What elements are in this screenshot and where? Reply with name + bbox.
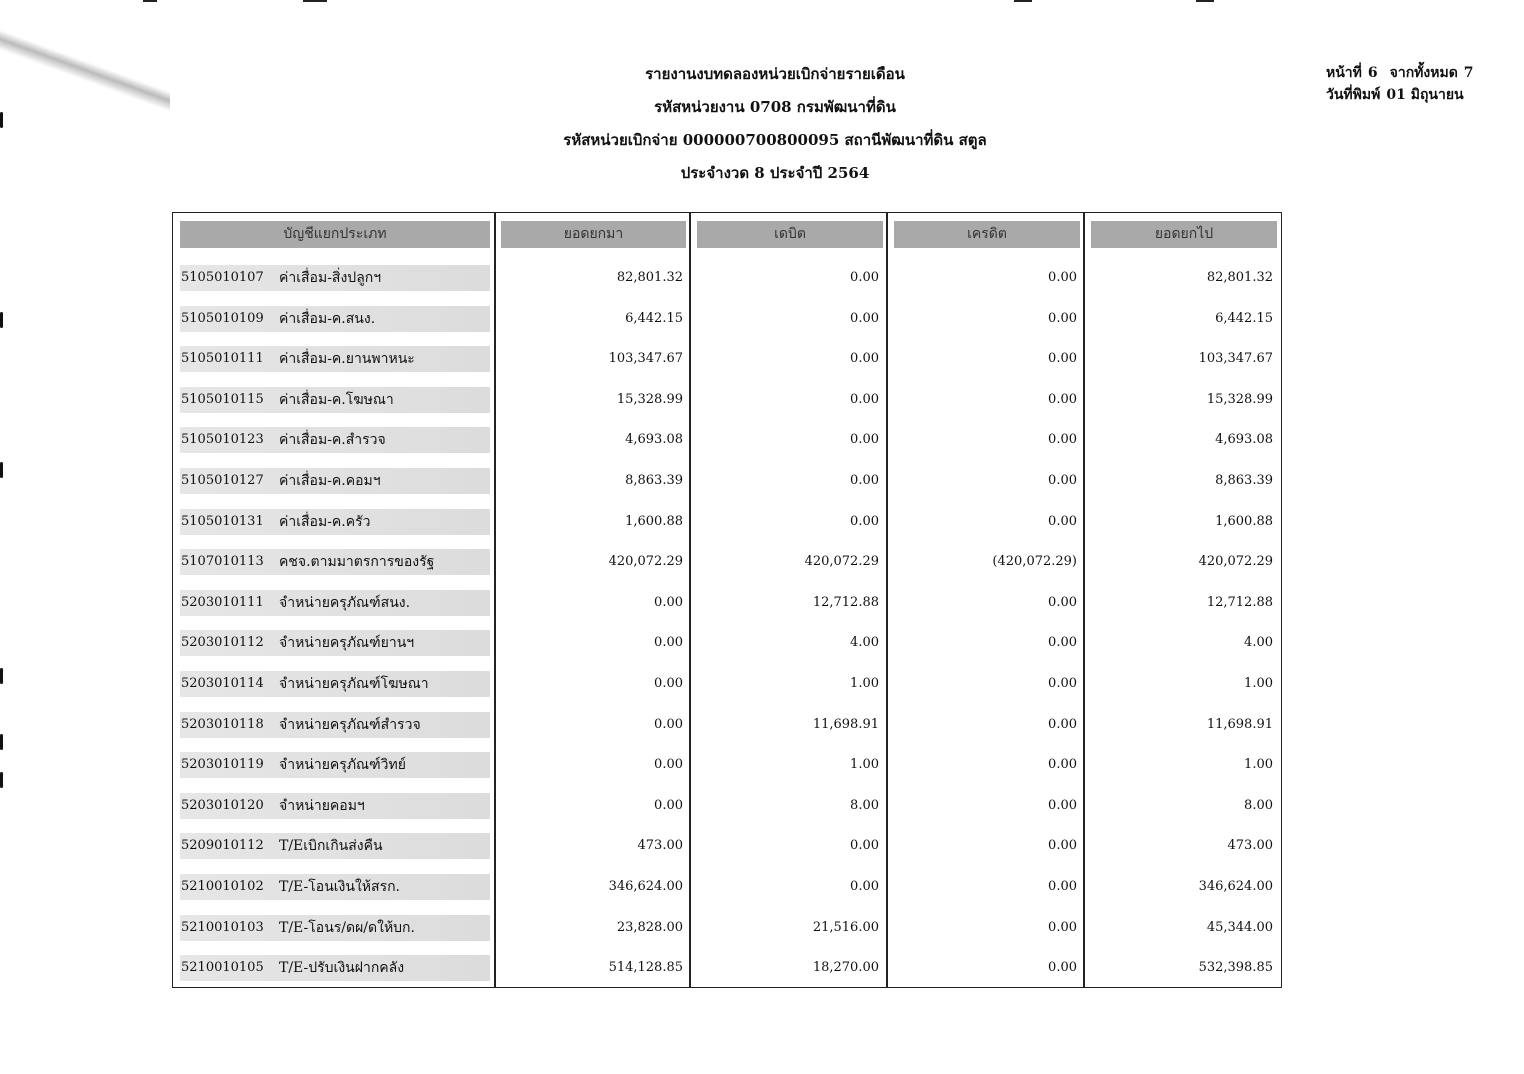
credit-value: 0.00 (1048, 310, 1077, 326)
table-row (173, 468, 1281, 494)
brought-forward-value: 8,863.39 (625, 473, 683, 488)
page-number: 6 (1367, 65, 1378, 81)
carried-forward-value: 11,698.91 (1206, 716, 1273, 732)
account-code: 5203010111 (181, 594, 264, 610)
debit-value: 0.00 (850, 432, 879, 448)
table-row (173, 630, 1281, 656)
brought-forward-value: 23,828.00 (616, 919, 683, 935)
account-code: 5203010118 (181, 716, 264, 732)
scan-mark (1196, 0, 1214, 2)
account-code: 5107010113 (181, 554, 264, 570)
account-name: ค่าเสื่อม-ค.สำรวจ (279, 432, 386, 449)
debit-value: 18,270.00 (812, 960, 879, 976)
credit-value: 0.00 (1048, 473, 1077, 488)
table-row (173, 265, 1281, 291)
account-name: ค่าเสื่อม-ค.ครัว (279, 513, 371, 530)
account-code: 5210010103 (181, 919, 264, 935)
debit-value: 0.00 (850, 838, 879, 854)
credit-value: 0.00 (1048, 919, 1077, 935)
account-code: 5209010112 (181, 838, 264, 854)
account-name: จำหน่ายคอมฯ (279, 797, 365, 814)
account-name: จำหน่ายครุภัณฑ์สนง. (279, 594, 411, 611)
brought-forward-value: 473.00 (637, 838, 683, 854)
debit-value: 0.00 (850, 351, 879, 367)
table-row (173, 387, 1281, 413)
account-name: T/E-โอนร/ดผ/ดให้บก. (279, 919, 415, 936)
carried-forward-value: 8.00 (1244, 797, 1273, 813)
page-counter (1326, 62, 1474, 84)
carried-forward-value: 1.00 (1244, 757, 1273, 773)
brought-forward-value: 6,442.15 (625, 310, 683, 326)
punch-hole-mark (0, 668, 3, 684)
table-row (173, 590, 1281, 616)
disbursing-unit-line: รหัสหน่วยเบิกจ่าย 000000700800095 สถานีพัฒนาที่ดิน สตูล (563, 131, 987, 149)
punch-hole-mark (0, 462, 3, 478)
debit-value: 0.00 (850, 391, 879, 407)
debit-value: 0.00 (850, 310, 879, 326)
credit-value: 0.00 (1048, 635, 1077, 651)
table-row (173, 874, 1281, 900)
account-code: 5203010114 (181, 676, 264, 691)
page-info (1326, 62, 1474, 106)
carried-forward-value: 473.00 (1227, 838, 1273, 854)
credit-value: 0.00 (1048, 432, 1077, 448)
brought-forward-value: 82,801.32 (616, 270, 683, 285)
punch-hole-mark (0, 734, 3, 750)
table-row (173, 752, 1281, 778)
table-row (173, 712, 1281, 738)
account-code: 5203010112 (181, 635, 264, 651)
account-name: T/E-โอนเงินให้สรก. (279, 879, 401, 895)
column-header-credit: เครดิต (894, 221, 1080, 248)
debit-value: 11,698.91 (812, 716, 879, 732)
table-row (173, 955, 1281, 981)
carried-forward-value: 1.00 (1244, 676, 1273, 691)
column-header-account: บัญชีแยกประเภท (180, 221, 490, 248)
print-label: วันที่พิมพ์ (1326, 87, 1381, 103)
debit-value: 1.00 (850, 757, 879, 773)
scan-smudge (0, 10, 170, 130)
carried-forward-value: 82,801.32 (1206, 270, 1273, 285)
debit-value: 0.00 (850, 513, 879, 529)
scan-mark (303, 0, 327, 2)
account-code: 5105010131 (181, 513, 264, 529)
credit-value: 0.00 (1048, 513, 1077, 529)
table-row (173, 915, 1281, 941)
carried-forward-value: 15,328.99 (1206, 391, 1273, 407)
brought-forward-value: 0.00 (654, 716, 683, 732)
account-name: ค่าเสื่อม-สิ่งปลูกฯ (279, 270, 382, 286)
account-name: ค่าเสื่อม-ค.คอมฯ (279, 473, 381, 489)
total-pages: 7 (1463, 65, 1474, 81)
account-code: 5105010109 (181, 310, 264, 326)
credit-value: 0.00 (1048, 757, 1077, 773)
debit-value: 21,516.00 (812, 919, 879, 935)
carried-forward-value: 45,344.00 (1206, 919, 1273, 935)
credit-value: 0.00 (1048, 797, 1077, 813)
debit-value: 1.00 (850, 676, 879, 691)
brought-forward-value: 514,128.85 (608, 960, 683, 976)
account-name: จำหน่ายครุภัณฑ์สำรวจ (279, 716, 421, 733)
account-name: T/E-ปรับเงินฝากคลัง (279, 960, 405, 977)
punch-hole-mark (0, 772, 3, 788)
brought-forward-value: 0.00 (654, 797, 683, 813)
account-name: จำหน่ายครุภัณฑ์วิทย์ (279, 757, 406, 774)
punch-hole-mark (0, 312, 3, 328)
brought-forward-value: 15,328.99 (616, 391, 683, 407)
account-name: ค่าเสื่อม-ค.สนง. (279, 310, 376, 327)
account-name: ค่าเสื่อม-ค.ยานพาหนะ (279, 351, 415, 368)
scan-mark (143, 0, 157, 2)
credit-value: (420,072.29) (992, 554, 1077, 570)
carried-forward-value: 103,347.67 (1198, 351, 1273, 367)
column-header-debit: เดบิต (697, 221, 883, 248)
account-name: ค่าเสื่อม-ค.โฆษณา (279, 391, 394, 408)
carried-forward-value: 420,072.29 (1198, 554, 1273, 570)
brought-forward-value: 0.00 (654, 635, 683, 651)
scan-mark (1014, 0, 1032, 2)
brought-forward-value: 4,693.08 (625, 432, 683, 448)
debit-value: 0.00 (850, 879, 879, 894)
debit-value: 4.00 (850, 635, 879, 651)
credit-value: 0.00 (1048, 879, 1077, 894)
print-date-line (1326, 84, 1474, 106)
credit-value: 0.00 (1048, 594, 1077, 610)
debit-value: 12,712.88 (812, 594, 879, 610)
brought-forward-value: 0.00 (654, 676, 683, 691)
credit-value: 0.00 (1048, 270, 1077, 285)
account-name: จำหน่ายครุภัณฑ์ยานฯ (279, 635, 415, 652)
account-name: T/Eเบิกเกินส่งคืน (279, 838, 383, 855)
table-row (173, 346, 1281, 372)
debit-value: 8.00 (850, 797, 879, 813)
debit-value: 0.00 (850, 473, 879, 488)
brought-forward-value: 103,347.67 (608, 351, 683, 367)
brought-forward-value: 0.00 (654, 757, 683, 773)
print-date: 01 มิถุนายน (1386, 87, 1464, 103)
carried-forward-value: 6,442.15 (1215, 310, 1273, 326)
table-row (173, 306, 1281, 332)
column-header-brought-forward: ยอดยกมา (501, 221, 686, 248)
brought-forward-value: 1,600.88 (625, 513, 683, 529)
carried-forward-value: 532,398.85 (1198, 960, 1273, 976)
account-code: 5203010119 (181, 757, 264, 773)
account-code: 5105010111 (181, 351, 264, 367)
period-line: ประจำงวด 8 ประจำปี 2564 (680, 164, 870, 182)
carried-forward-value: 346,624.00 (1198, 879, 1273, 894)
table-row (173, 427, 1281, 453)
report-title: รายงานงบทดลองหน่วยเบิกจ่ายรายเดือน (645, 65, 905, 83)
carried-forward-value: 4.00 (1244, 635, 1273, 651)
account-code: 5105010107 (181, 270, 264, 285)
carried-forward-value: 8,863.39 (1215, 473, 1273, 488)
carried-forward-value: 1,600.88 (1215, 513, 1273, 529)
punch-hole-mark (0, 112, 3, 128)
trial-balance-table (172, 212, 1282, 988)
page-label: หน้าที่ (1326, 65, 1362, 81)
account-code: 5105010127 (181, 473, 264, 488)
brought-forward-value: 0.00 (654, 594, 683, 610)
debit-value: 420,072.29 (804, 554, 879, 570)
agency-line: รหัสหน่วยงาน 0708 กรมพัฒนาที่ดิน (654, 98, 896, 116)
carried-forward-value: 4,693.08 (1215, 432, 1273, 448)
account-code: 5105010123 (181, 432, 264, 448)
account-code: 5210010102 (181, 879, 264, 894)
brought-forward-value: 420,072.29 (608, 554, 683, 570)
credit-value: 0.00 (1048, 351, 1077, 367)
table-row (173, 671, 1281, 697)
debit-value: 0.00 (850, 270, 879, 285)
table-row (173, 549, 1281, 575)
table-row (173, 793, 1281, 819)
account-name: คชจ.ตามมาตรการของรัฐ (279, 554, 435, 571)
account-code: 5210010105 (181, 960, 264, 976)
brought-forward-value: 346,624.00 (608, 879, 683, 894)
account-code: 5105010115 (181, 391, 264, 407)
table-row (173, 833, 1281, 859)
column-header-carried-forward: ยอดยกไป (1091, 221, 1277, 248)
report-header (480, 60, 1070, 192)
credit-value: 0.00 (1048, 676, 1077, 691)
credit-value: 0.00 (1048, 391, 1077, 407)
total-label: จากทั้งหมด (1389, 65, 1458, 81)
carried-forward-value: 12,712.88 (1206, 594, 1273, 610)
account-code: 5203010120 (181, 797, 264, 813)
credit-value: 0.00 (1048, 960, 1077, 976)
table-row (173, 509, 1281, 535)
credit-value: 0.00 (1048, 838, 1077, 854)
account-name: จำหน่ายครุภัณฑ์โฆษณา (279, 676, 429, 692)
credit-value: 0.00 (1048, 716, 1077, 732)
